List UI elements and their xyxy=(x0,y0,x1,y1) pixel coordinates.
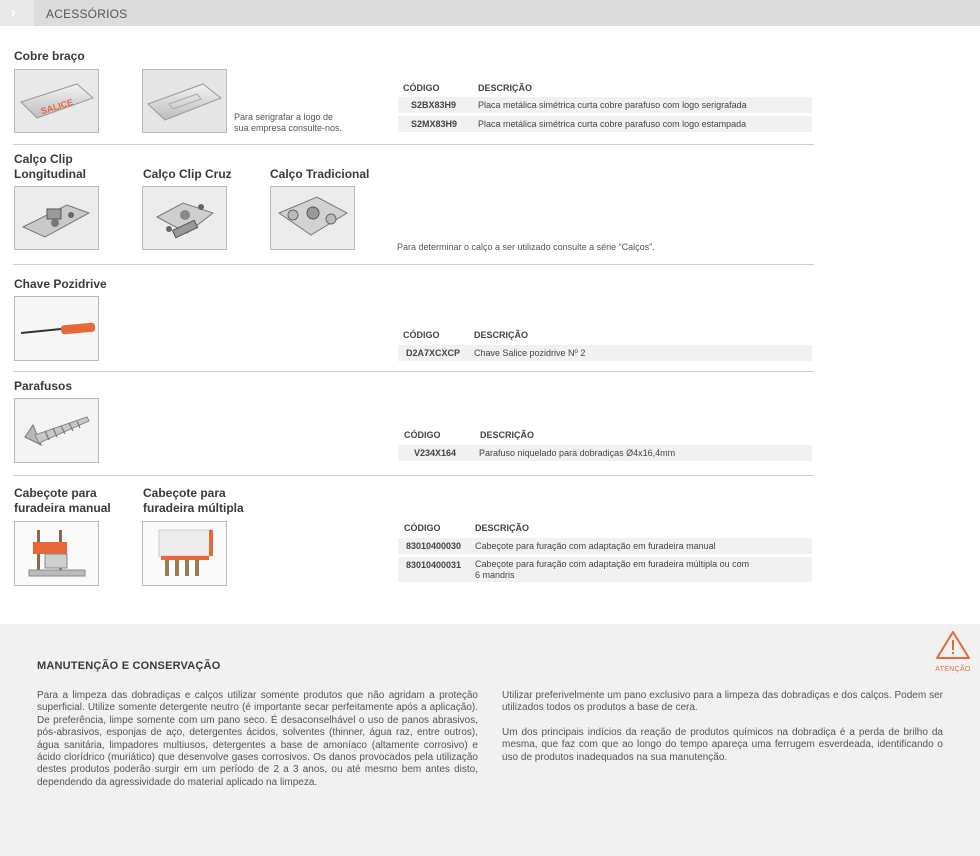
warning-icon xyxy=(935,630,971,660)
calco-clip-cruz-image xyxy=(142,186,227,250)
calco-tradicional-title: Calço Tradicional xyxy=(270,167,370,181)
calco-note: Para determinar o calço a ser utilizado consulte a série “Calços”. xyxy=(397,242,655,252)
table-row: D2A7XCXCP Chave Salice pozidrive Nº 2 xyxy=(398,345,812,361)
care-column-right: Utilizar preferivelmente um pano exclusivo para a limpeza das dobradiças e dos calços. Podem ser utilizados todos os produtos a base de cera. Um dos principais indícios da reação de produtos químicos na dobradiça é a perda de brilho da mesma, que faz com que ao longo do tempo apareça uma ferrugem esverdeada, identificando o uso de produtos inadequados na sua manutenção. xyxy=(502,690,943,763)
divider xyxy=(13,371,814,372)
divider xyxy=(13,264,814,265)
divider xyxy=(13,144,814,145)
parafuso-image xyxy=(14,398,99,463)
col-desc-header: DESCRIÇÃO xyxy=(474,330,529,340)
calco-clip-longitudinal-image xyxy=(14,186,99,250)
section-header xyxy=(0,0,980,26)
col-desc-header: DESCRIÇÃO xyxy=(478,83,533,93)
cabecote-multipla-title: Cabeçote para furadeira múltipla xyxy=(143,486,244,515)
care-section xyxy=(0,624,980,856)
chave-pozidrive-title: Chave Pozidrive xyxy=(14,277,107,291)
table-row: 83010400030 Cabeçote para furação com adaptação em furadeira manual xyxy=(398,538,812,554)
section-title: ACESSÓRIOS xyxy=(46,7,128,21)
cabecote-manual-title: Cabeçote para furadeira manual xyxy=(14,486,111,515)
table-row: S2MX83H9 Placa metálica simétrica curta cobre parafuso com logo estampada xyxy=(398,116,812,132)
cabecote-multipla-image xyxy=(142,521,227,586)
table-row: V234X164 Parafuso niquelado para dobradiças Ø4x16,4mm xyxy=(398,445,812,461)
col-code-header: CÓDIGO xyxy=(404,430,441,440)
care-column-left: Para a limpeza das dobradiças e calços utilizar somente produtos que não agridam a proteção superficial. Utilize somente detergente neutro (é importante secar perfeitamente após a aplicação). De preferência, limpe somente com um pano seco. É desaconselhável o uso de panos abrasivos, pós-abrasivos, esponjas de aço, detergentes ácidos, solventes (thinner, água raz, entre outros), água sanitária, limpadores multiusos, detergentes a base de amoníaco (altamente corrosivo) e ácido clorídrico (muriático) que desenvolve gases corrosivos. Os danos provocados pela utilização destes produtos poderão surgir em um período de 2 a 3 anos, ou até mesmo bem antes disto, dependendo da agressividade do material aplicado na limpeza. xyxy=(37,690,478,788)
cobre-braco-title: Cobre braço xyxy=(14,49,85,63)
table-row: S2BX83H9 Placa metálica simétrica curta cobre parafuso com logo serigrafada xyxy=(398,97,812,113)
calco-clip-longitudinal-title: Calço Clip Longitudinal xyxy=(14,152,86,181)
cabecote-manual-image xyxy=(14,521,99,586)
salice-logo: SALICE xyxy=(39,97,75,117)
col-desc-header: DESCRIÇÃO xyxy=(480,430,535,440)
warning-badge xyxy=(931,630,975,673)
parafusos-title: Parafusos xyxy=(14,379,73,393)
chevron-right-icon[interactable]: › xyxy=(0,0,34,26)
table-row: 83010400031 Cabeçote para furação com adaptação em furadeira múltipla ou com 6 mandris xyxy=(398,557,812,582)
cobre-braco-serigrafada-image xyxy=(14,69,99,133)
calco-clip-cruz-title: Calço Clip Cruz xyxy=(143,167,232,181)
cobre-braco-note: Para serigrafar a logo de sua empresa consulte-nos. xyxy=(234,112,343,133)
cobre-braco-estampada-image xyxy=(142,69,227,133)
warning-label: ATENÇÃO xyxy=(935,666,971,673)
divider xyxy=(13,475,814,476)
col-code-header: CÓDIGO xyxy=(404,523,441,533)
chave-pozidrive-image xyxy=(14,296,99,361)
care-title: MANUTENÇÃO E CONSERVAÇÃO xyxy=(37,660,221,672)
calco-tradicional-image xyxy=(270,186,355,250)
col-desc-header: DESCRIÇÃO xyxy=(475,523,530,533)
col-code-header: CÓDIGO xyxy=(403,83,440,93)
col-code-header: CÓDIGO xyxy=(403,330,440,340)
